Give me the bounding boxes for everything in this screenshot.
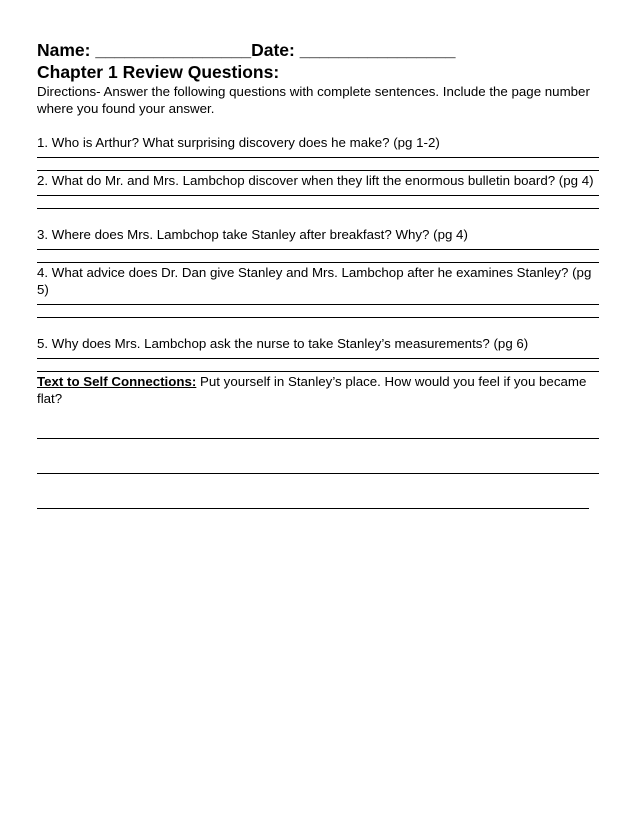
question-3: 3. Where does Mrs. Lambchop take Stanley after breakfast? Why? (pg 4) xyxy=(37,227,468,242)
question-1: 1. Who is Arthur? What surprising discovery does he make? (pg 1-2) xyxy=(37,135,440,150)
answer-line xyxy=(37,438,599,439)
answer-line xyxy=(37,304,599,305)
answer-line xyxy=(37,358,599,359)
question-2: 2. What do Mr. and Mrs. Lambchop discover when they lift the enormous bulletin board? (pg 4) xyxy=(37,173,594,188)
answer-line xyxy=(37,249,599,250)
answer-line xyxy=(37,508,589,509)
answer-line xyxy=(37,157,599,158)
name-blank: ________________ xyxy=(95,40,252,60)
directions: Directions- Answer the following questions with complete sentences. Include the page number where you found your answer. xyxy=(37,84,590,116)
question-5: 5. Why does Mrs. Lambchop ask the nurse to take Stanley’s measurements? (pg 6) xyxy=(37,336,529,351)
date-label: Date: xyxy=(251,40,300,60)
date-blank: ________________ xyxy=(299,40,456,60)
text-to-self-question: Put yourself in Stanley’s place. How would you feel if you became flat? xyxy=(37,374,587,406)
answer-line xyxy=(37,262,599,263)
page-title: Chapter 1 Review Questions: xyxy=(37,62,280,82)
answer-line xyxy=(37,371,599,372)
answer-line xyxy=(37,208,599,209)
worksheet-page xyxy=(37,39,599,509)
question-4: 4. What advice does Dr. Dan give Stanley and Mrs. Lambchop after he examines Stanley? (pg 5) xyxy=(37,265,592,297)
answer-line xyxy=(37,473,599,474)
answer-line xyxy=(37,170,599,171)
answer-line xyxy=(37,317,599,318)
text-to-self-prompt xyxy=(37,373,599,407)
header xyxy=(37,39,599,61)
answer-line xyxy=(37,195,599,196)
text-to-self-label: Text to Self Connections: xyxy=(37,374,197,389)
name-label: Name: xyxy=(37,40,96,60)
